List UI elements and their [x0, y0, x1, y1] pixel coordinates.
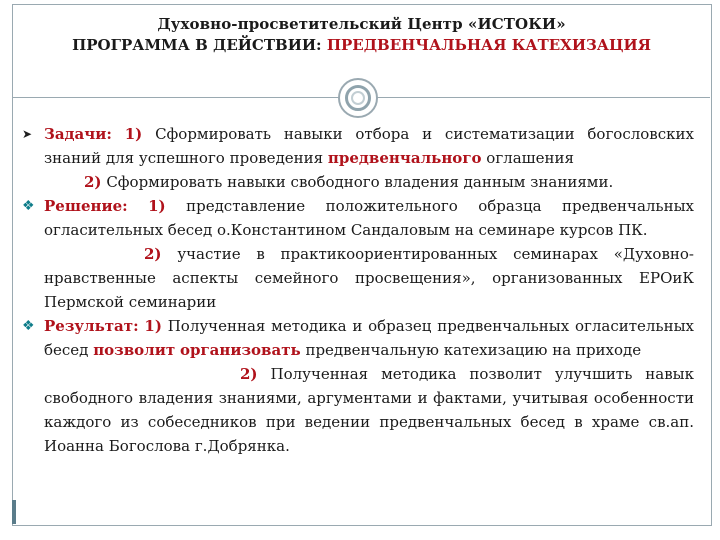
result-item1-number: 1) — [144, 317, 162, 335]
solution-paragraph — [22, 194, 694, 242]
tasks-item1-text: Сформировать навыки отбора и систематизации богословских знаний для успешного проведения — [44, 125, 694, 167]
diamond-bullet-icon: ❖ — [22, 318, 35, 334]
result-item2-text: Полученная методика позволит улучшить навык свободного владения знаниями, аргументами и фактами, учитывая особенности каждого из собеседников при ведении предвенчальных бесед в храме св.ап. Иоанна Богослова г.Добрянка. — [44, 365, 694, 455]
result-label: Результат: — [44, 317, 139, 335]
tasks-item1-number: 1) — [124, 125, 143, 143]
result-item1-text: Полученная методика и образец предвенчальных огласительных бесед — [44, 317, 694, 359]
diamond-bullet-icon: ❖ — [22, 198, 35, 214]
solution-item2-text: участие в практикоориентированных семинарах «Духовно-нравственные аспекты семейного просвещения», организованных ЕРОиК Пермской семинарии — [44, 245, 694, 311]
solution-item1-text: представление положительного образца предвенчальных огласительных бесед о.Константином Сандаловым на семинаре курсов ПК. — [44, 197, 694, 239]
slide-content — [22, 122, 694, 458]
tasks-item1-highlight: предвенчального — [327, 149, 482, 167]
result-paragraph — [22, 314, 694, 362]
result-item1-text-end: предвенчальную катехизацию на приходе — [305, 341, 642, 359]
result-item1-highlight-allow: позволит — [93, 341, 176, 359]
result-item2-paragraph — [44, 362, 694, 458]
tasks-item1-text-end: оглашения — [486, 149, 574, 167]
tasks-item2-number: 2) — [84, 173, 102, 191]
header-title: Духовно-просветительский Центр «ИСТОКИ» — [157, 15, 566, 33]
tasks-item2-paragraph — [44, 170, 694, 194]
tasks-paragraph — [22, 122, 694, 170]
slide-header — [13, 5, 710, 87]
result-item2-number: 2) — [240, 365, 258, 383]
solution-item1-number: 1) — [148, 197, 166, 215]
side-accent-strip — [12, 500, 16, 524]
header-subtitle — [13, 36, 710, 54]
solution-item2-number: 2) — [144, 245, 162, 263]
tasks-item2-text: Сформировать навыки свободного владения данным знаниями. — [106, 173, 614, 191]
header-subtitle-prefix: ПРОГРАММА В ДЕЙСТВИИ: — [72, 36, 327, 54]
circle-emblem-icon — [338, 78, 378, 118]
header-subtitle-accent: ПРЕДВЕНЧАЛЬНАЯ КАТЕХИЗАЦИЯ — [326, 36, 651, 54]
result-item1-highlight-organize: организовать — [179, 341, 301, 359]
tasks-label: Задачи: — [44, 125, 112, 143]
arrow-bullet-icon: ➤ — [22, 127, 33, 141]
solution-item2-paragraph — [44, 242, 694, 314]
solution-label: Решение: — [44, 197, 128, 215]
